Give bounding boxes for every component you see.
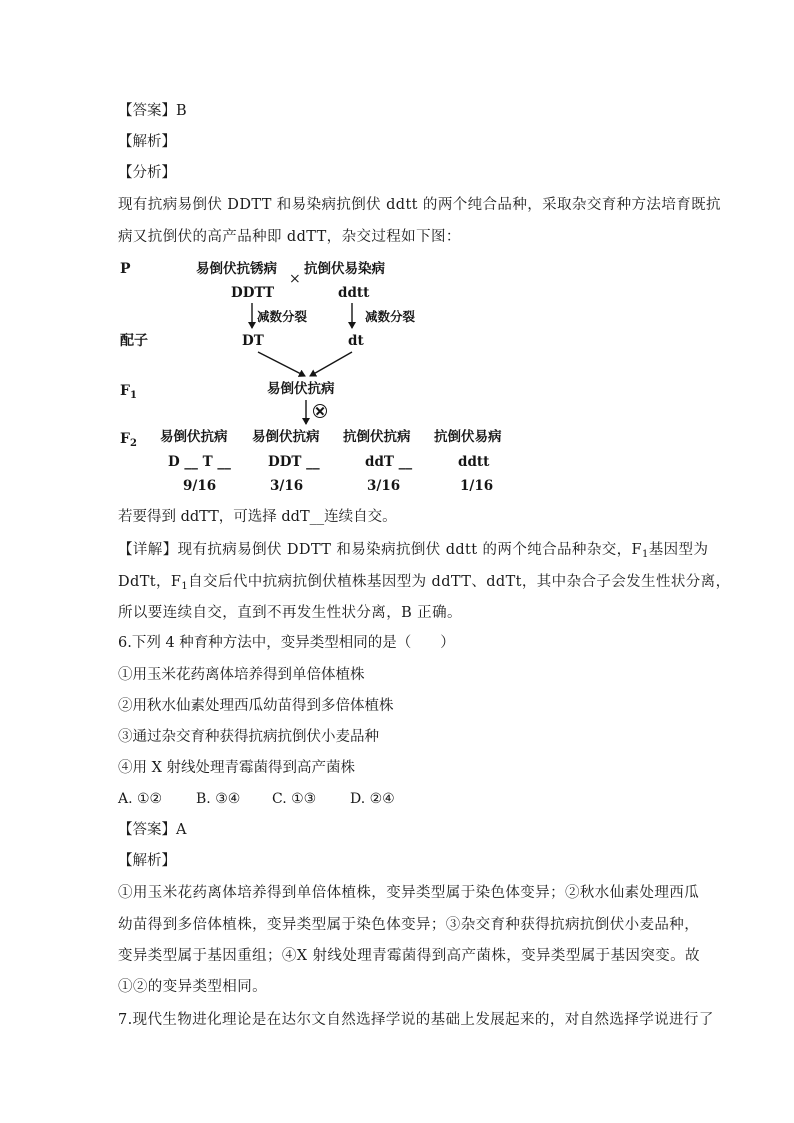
q6-answer: 【答案】A (118, 822, 187, 838)
f2-phenotype-1: 易倒伏抗病 (160, 429, 228, 445)
q6-option-c: C. ①③ (272, 791, 317, 807)
meiosis-label-1: 减数分裂 (257, 309, 308, 324)
f2-ratio-2: 3/16 (270, 478, 304, 494)
q6-item-4: ④用 X 射线处理青霉菌得到高产菌株 (118, 760, 356, 776)
q6-stem: 6.下列 4 种育种方法中，变异类型相同的是（ ） (118, 635, 455, 651)
row-label-gamete: 配子 (120, 333, 148, 349)
f2-ratio-1: 9/16 (183, 478, 217, 494)
meiosis-label-2: 减数分裂 (365, 309, 416, 324)
q5-fenxi-line-2: 病又抗倒伏的高产品种即 ddTT，杂交过程如下图： (118, 229, 461, 245)
q6-option-b: B. ③④ (196, 791, 241, 807)
arrow-fertilize-2 (310, 352, 352, 376)
gamete-2: dt (348, 333, 364, 349)
q6-analysis-line-2: 幼苗得到多倍体植株，变异类型属于染色体变异；③杂交育种获得抗病抗倒伏小麦品种， (118, 917, 700, 933)
f2-phenotype-4: 抗倒伏易病 (434, 429, 502, 445)
f2-ratio-3: 3/16 (367, 478, 401, 494)
q6-item-2: ②用秋水仙素处理西瓜幼苗得到多倍体植株 (118, 698, 394, 714)
parent1-genotype: DDTT (231, 285, 275, 301)
q6-option-d: D. ②④ (350, 791, 395, 807)
f2-phenotype-3: 抗倒伏抗病 (343, 429, 411, 445)
q5-analysis-heading: 【解析】 (118, 134, 176, 150)
parent2-genotype: ddtt (338, 285, 370, 301)
q6-item-1: ①用玉米花药离体培养得到单倍体植株 (118, 667, 365, 683)
row-label-f2: $F_2$ (120, 431, 137, 449)
q6-analysis-line-4: ①②的变异类型相同。 (118, 979, 267, 995)
q6-analysis-line-3: 变异类型属于基因重组；④X 射线处理青霉菌得到高产菌株，变异类型属于基因突变。故 (118, 948, 700, 964)
q6-analysis-heading: 【解析】 (118, 853, 176, 869)
f2-genotype-4: ddtt (458, 454, 490, 470)
q5-detail-line-3: 所以要连续自交，直到不再发生性状分离，B 正确。 (118, 605, 462, 621)
q6-option-a: A. ①② (118, 791, 163, 807)
f2-phenotype-2: 易倒伏抗病 (252, 429, 320, 445)
q5-detail-line-1: 【详解】现有抗病易倒伏 DDTT 和易染病抗倒伏 ddtt 的两个纯合品种杂交，$F_1$基因型为 (118, 542, 709, 560)
cross-symbol: × (289, 271, 301, 287)
q6-item-3: ③通过杂交育种获得抗病抗倒伏小麦品种 (118, 729, 379, 745)
f1-phenotype: 易倒伏抗病 (267, 381, 335, 397)
q6-analysis-line-1: ①用玉米花药离体培养得到单倍体植株，变异类型属于染色体变异；②秋水仙素处理西瓜 (118, 885, 700, 901)
row-label-f1: $F_1$ (120, 383, 137, 401)
f2-genotype-3: ddT __ (365, 454, 413, 470)
arrow-fertilize-1 (258, 352, 305, 376)
q5-conclusion: 若要得到 ddTT，可选择 ddT__连续自交。 (118, 509, 397, 525)
row-label-p: P (120, 261, 131, 277)
parent1-phenotype: 易倒伏抗锈病 (196, 261, 277, 277)
q7-stem: 7.现代生物进化理论是在达尔文自然选择学说的基础上发展起来的，对自然选择学说进行了 (118, 1012, 714, 1028)
parent2-phenotype: 抗倒伏易染病 (304, 261, 385, 277)
f2-genotype-1: D __ T __ (168, 454, 231, 470)
gamete-1: DT (242, 333, 264, 349)
f2-ratio-4: 1/16 (460, 478, 494, 494)
q5-fenxi-heading: 【分析】 (118, 165, 176, 181)
f2-genotype-2: DDT __ (268, 454, 320, 470)
q5-detail-line-2: DdTt，$F_1$自交后代中抗病抗倒伏植株基因型为 ddTT、ddTt，其中杂合子会发生性状分离， (118, 574, 731, 592)
q5-answer: 【答案】B (118, 103, 187, 119)
q5-fenxi-line-1: 现有抗病易倒伏 DDTT 和易染病抗倒伏 ddtt 的两个纯合品种，采取杂交育种方法培育既抗 (118, 197, 721, 213)
